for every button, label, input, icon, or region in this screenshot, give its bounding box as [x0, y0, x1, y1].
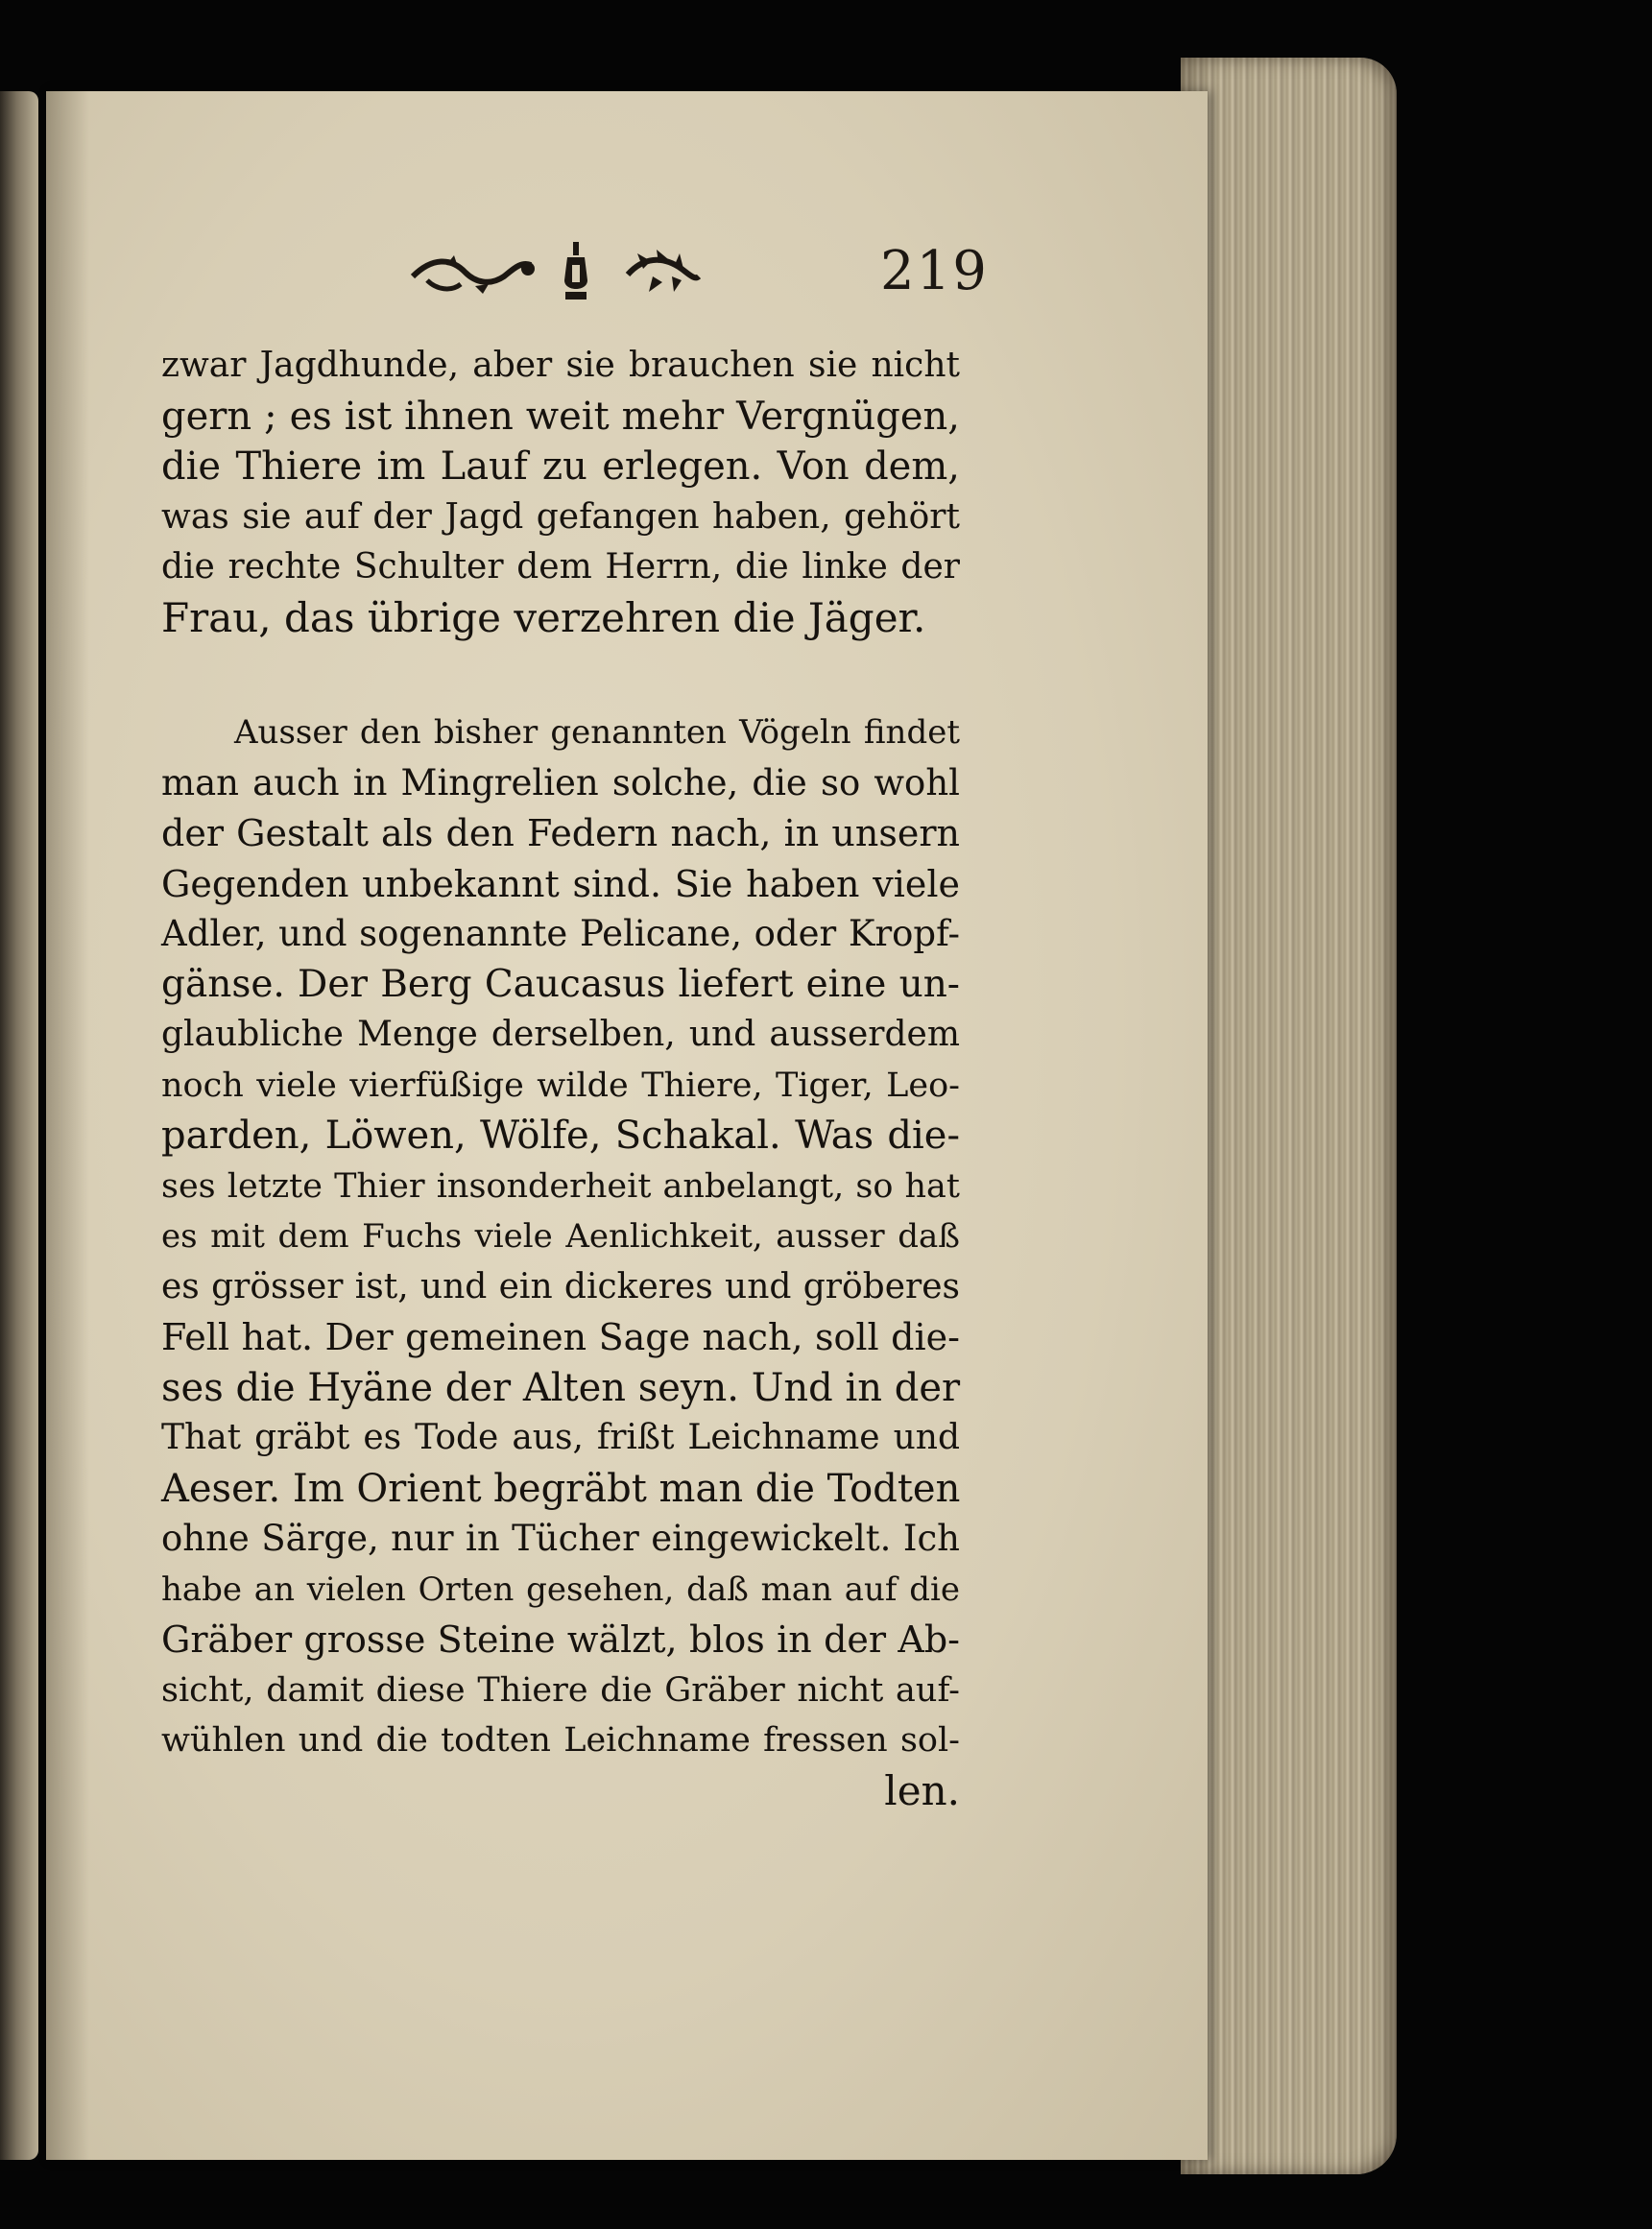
- vine-ornament-icon: [408, 248, 538, 298]
- leaf-ornament-icon: [624, 248, 701, 296]
- text-line: gänse. Der Berg Caucasus liefert eine un-: [161, 962, 960, 1006]
- text-line: wühlen und die todten Leichname fressen sol-: [161, 1721, 960, 1760]
- text-line: sicht, damit diese Thiere die Gräber nicht auf-: [161, 1670, 960, 1710]
- page-edges: [1181, 58, 1397, 2174]
- page-number: 219: [880, 240, 989, 302]
- text-line: es mit dem Fuchs viele Aenlichkeit, ausser daß: [161, 1217, 960, 1256]
- text-line: ohne Särge, nur in Tücher eingewickelt. Ich: [161, 1518, 960, 1559]
- text-line: gern ; es ist ihnen weit mehr Vergnügen,: [161, 394, 960, 439]
- text-line: parden, Löwen, Wölfe, Schakal. Was die-: [161, 1114, 960, 1158]
- text-line: was sie auf der Jagd gefangen haben, gehört: [161, 496, 960, 537]
- text-line: habe an vielen Orten gesehen, daß man auf die: [161, 1570, 960, 1609]
- text-line: len.: [884, 1766, 960, 1814]
- text-line: Gräber grosse Steine wälzt, blos in der Ab-: [161, 1618, 960, 1661]
- text-line: That gräbt es Tode aus, frißt Leichname und: [161, 1418, 960, 1457]
- text-line: ses letzte Thier insonderheit anbelangt, so hat: [161, 1166, 960, 1206]
- text-line: ses die Hyäne der Alten seyn. Und in der: [161, 1365, 961, 1410]
- text-line: man auch in Mingrelien solche, die so wohl: [161, 761, 960, 803]
- text-line: Ausser den bisher genannten Vögeln findet: [234, 713, 960, 752]
- text-line: Fell hat. Der gemeinen Sage nach, soll die-: [161, 1316, 960, 1358]
- text-line: es grösser ist, und ein dickeres und gröberes: [161, 1266, 960, 1306]
- text-line: noch viele vierfüßige wilde Thiere, Tiger, Leo-: [161, 1066, 960, 1105]
- text-line: der Gestalt als den Federn nach, in unsern: [161, 812, 960, 854]
- paragraph-1: [161, 341, 960, 643]
- text-line: Aeser. Im Orient begräbt man die Todten: [161, 1466, 961, 1511]
- text-line: zwar Jagdhunde, aber sie brauchen sie nicht: [161, 346, 960, 385]
- facing-page-edge: [0, 91, 38, 2160]
- vase-ornament-icon: [562, 242, 590, 301]
- text-line: Frau, das übrige verzehren die Jäger.: [161, 593, 926, 641]
- text-line: Gegenden unbekannt sind. Sie haben viele: [161, 862, 960, 905]
- text-line: glaubliche Menge derselben, und ausserdem: [161, 1015, 960, 1054]
- text-line: Adler, und sogenannte Pelicane, oder Kropf-: [161, 913, 960, 954]
- text-line: die Thiere im Lauf zu erlegen. Von dem,: [161, 444, 960, 489]
- paragraph-2: [161, 707, 960, 1816]
- text-line: die rechte Schulter dem Herrn, die linke der: [161, 547, 960, 587]
